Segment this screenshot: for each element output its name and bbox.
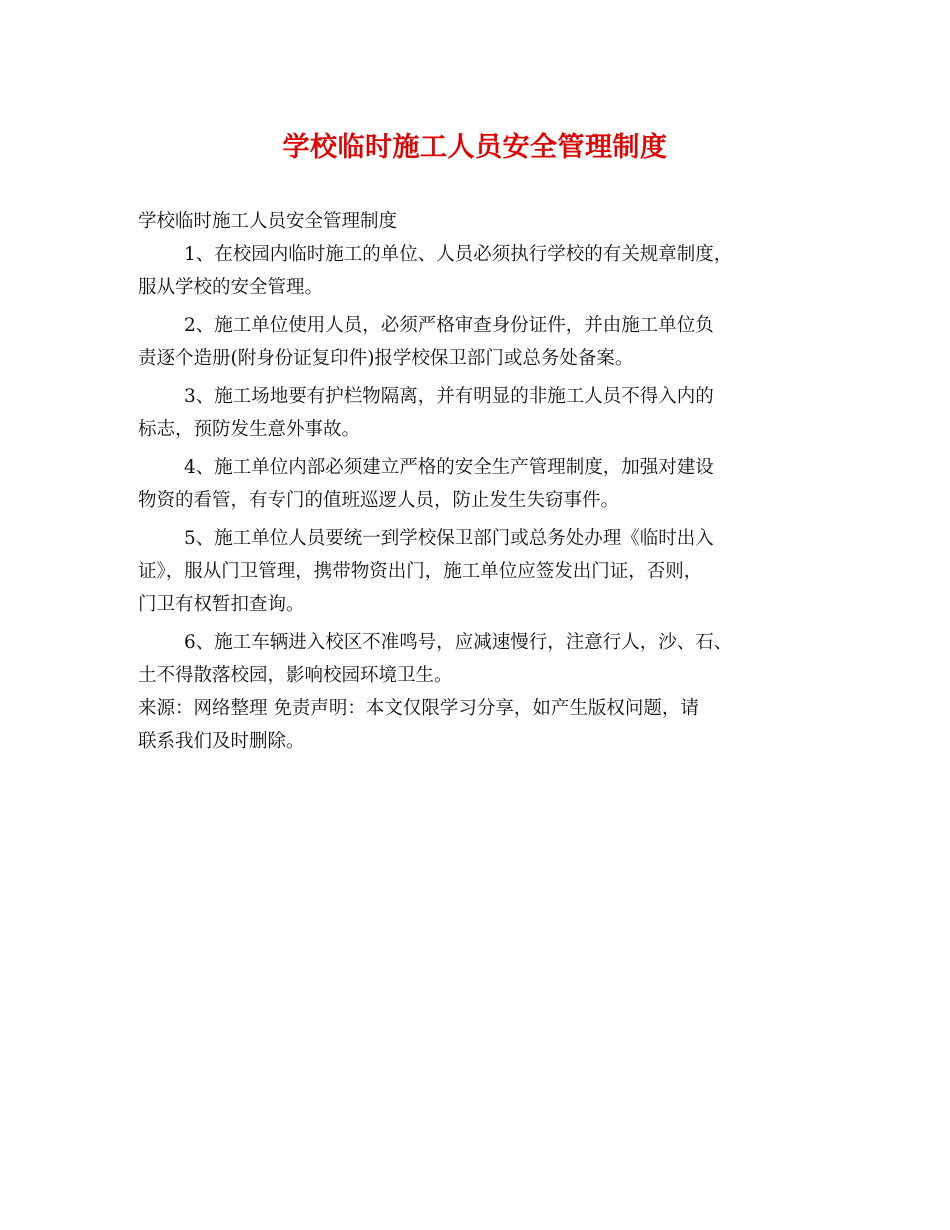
rule-line: 责逐个造册(附身份证复印件)报学校保卫部门或总务处备案。 <box>138 348 634 369</box>
rule-item-2 <box>138 309 828 375</box>
rule-item-4 <box>138 451 828 517</box>
rule-item-5 <box>138 522 828 621</box>
rule-line: 5、施工单位人员要统一到学校保卫部门或总务处办理《临时出入 <box>184 528 714 549</box>
rule-line: 6、施工车辆进入校区不准鸣号，应减速慢行，注意行人，沙、石、 <box>184 632 733 653</box>
rule-line: 2、施工单位使用人员，必须严格审查身份证件，并由施工单位负 <box>184 315 714 336</box>
rule-line: 证》，服从门卫管理，携带物资出门，施工单位应签发出门证，否则， <box>138 561 703 582</box>
rule-line: 3、施工场地要有护栏物隔离，并有明显的非施工人员不得入内的 <box>184 386 714 407</box>
rule-line: 土不得散落校园，影响校园环境卫生。 <box>138 665 453 686</box>
rule-line: 门卫有权暂扣查询。 <box>138 594 305 615</box>
document-body <box>138 205 828 758</box>
disclaimer <box>138 692 828 758</box>
rule-item-6 <box>138 626 828 692</box>
rule-line: 物资的看管，有专门的值班巡逻人员，防止发生失窃事件。 <box>138 490 620 511</box>
disclaimer-line: 来源：网络整理 免责声明：本文仅限学习分享，如产生版权问题，请 <box>138 698 699 719</box>
rule-line: 4、施工单位内部必须建立严格的安全生产管理制度，加强对建设 <box>184 457 714 478</box>
rule-line: 服从学校的安全管理。 <box>138 277 324 298</box>
rule-item-1 <box>138 238 828 304</box>
disclaimer-line: 联系我们及时删除。 <box>138 731 305 752</box>
rule-line: 标志，预防发生意外事故。 <box>138 419 361 440</box>
rule-item-3 <box>138 380 828 446</box>
document-subtitle: 学校临时施工人员安全管理制度 <box>138 211 398 232</box>
rule-line: 1、在校园内临时施工的单位、人员必须执行学校的有关规章制度， <box>184 244 733 265</box>
document-title: 学校临时施工人员安全管理制度 <box>282 132 668 163</box>
